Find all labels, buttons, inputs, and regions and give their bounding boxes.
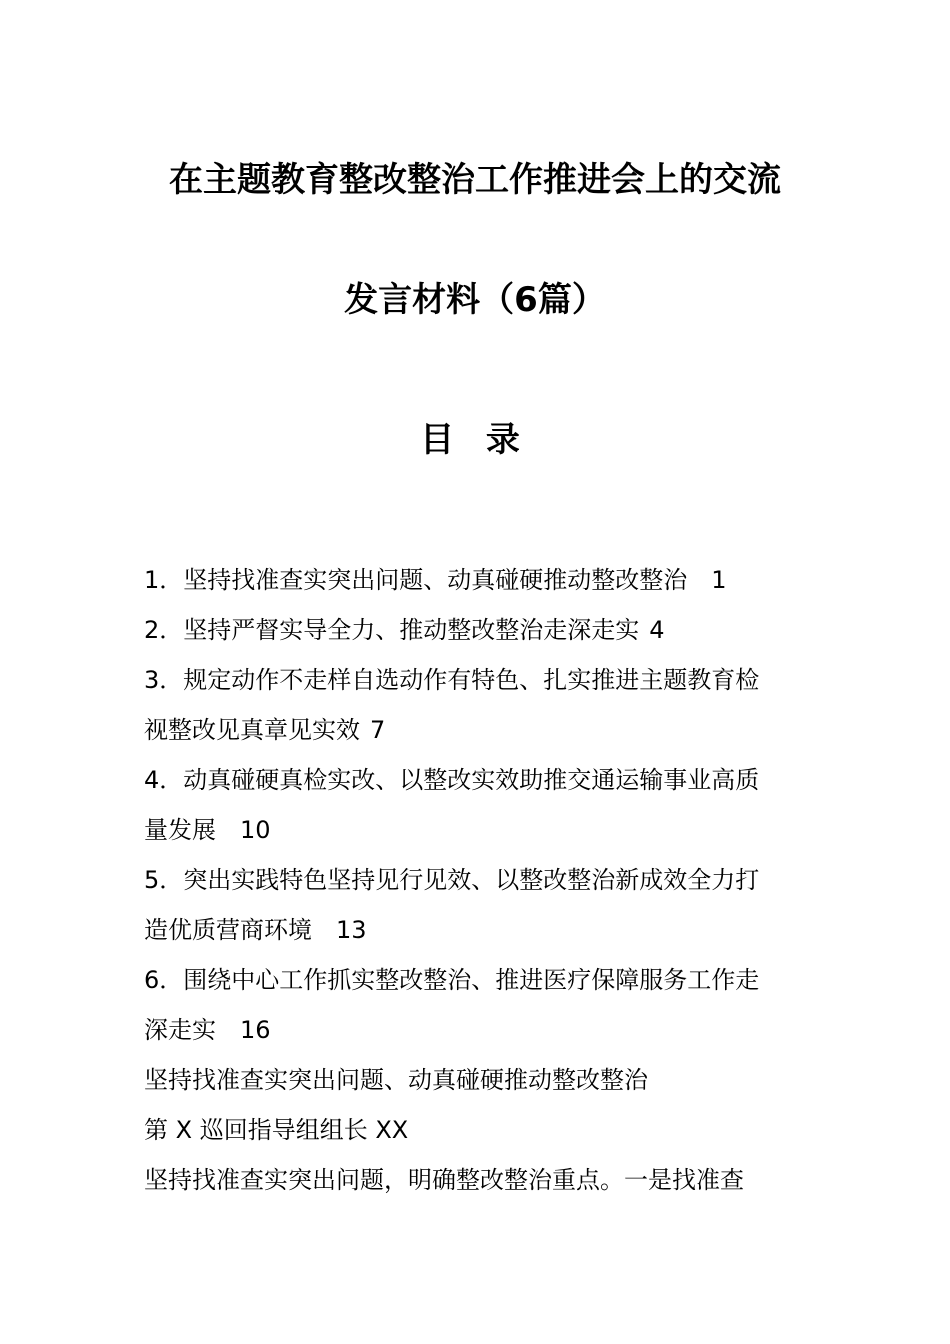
- toc-entry-page: 16: [240, 1016, 271, 1044]
- toc-entry-page: 7: [370, 716, 386, 744]
- toc-entry-4-line-1: 4．动真碰硬真检实改、以整改实效助推交通运输事业高质: [144, 766, 760, 794]
- toc-heading: 目 录: [420, 420, 530, 460]
- toc-entry-5-line-1: 5．突出实践特色坚持见行见效、以整改整治新成效全力打: [144, 866, 760, 894]
- article-title: 坚持找准查实突出问题、动真碰硬推动整改整治: [144, 1066, 648, 1094]
- document-title-line-2: 发言材料（6篇）: [344, 280, 606, 320]
- toc-entry-page: 13: [336, 916, 367, 944]
- toc-entry-text: 1．坚持找准查实突出问题、动真碰硬推动整改整治: [144, 566, 688, 594]
- toc-entry-3-line-2: [144, 713, 824, 747]
- toc-entry-text: 量发展: [144, 816, 216, 844]
- article-author: 第 X 巡回指导组组长 XX: [144, 1116, 409, 1144]
- toc-entry-text: 视整改见真章见实效: [144, 716, 360, 744]
- toc-entry-5-line-2: [144, 913, 824, 947]
- toc-entry-2: [144, 613, 824, 647]
- toc-entry-6-line-1: 6．围绕中心工作抓实整改整治、推进医疗保障服务工作走: [144, 966, 760, 994]
- article-paragraph: 坚持找准查实突出问题，明确整改整治重点。一是找准查: [144, 1166, 744, 1194]
- toc-entry-1: [144, 563, 824, 597]
- document-title-line-1: 在主题教育整改整治工作推进会上的交流: [169, 160, 781, 200]
- toc-entry-text: 深走实: [144, 1016, 216, 1044]
- toc-entry-text: 2．坚持严督实导全力、推动整改整治走深走实: [144, 616, 640, 644]
- toc-entry-page: 10: [240, 816, 271, 844]
- toc-entry-4-line-2: [144, 813, 824, 847]
- toc-entry-page: 1: [711, 566, 727, 594]
- toc-entry-6-line-2: [144, 1013, 824, 1047]
- toc-entry-3-line-1: 3．规定动作不走样自选动作有特色、扎实推进主题教育检: [144, 666, 760, 694]
- toc-entry-text: 造优质营商环境: [144, 916, 312, 944]
- toc-entry-page: 4: [649, 616, 665, 644]
